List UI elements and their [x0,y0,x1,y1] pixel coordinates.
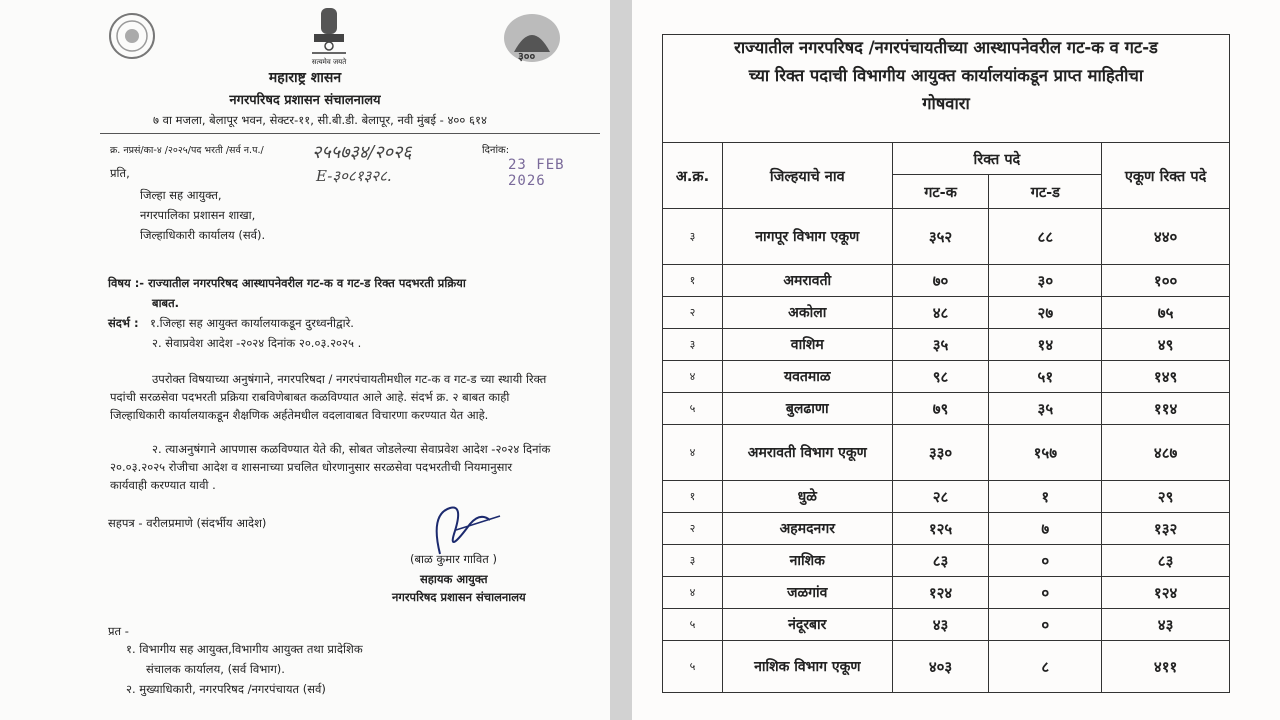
para2-line2: २०.०३.२०२५ रोजीचा आदेश व शासनाच्या प्रचलित धोरणानुसार सरळसेवा पदभरतीची नियमानुसार [110,460,513,474]
directorate-seal-icon [108,12,156,60]
national-emblem-icon [302,2,356,64]
cell-total: ७५ [1102,297,1230,329]
cell-group-c: ३५२ [892,209,989,265]
cell-total: १३२ [1102,513,1230,545]
cell-group-c: २८ [892,481,989,513]
para1-line2: पदांची सरळसेवा पदभरती प्रक्रिया राबविणेबाबत कळविण्यात आले आहे. संदर्भ क्र. २ बाबत काही [110,390,510,404]
cell-district: धुळे [722,481,892,513]
letter-dept-name: नगरपरिषद प्रशासन संचालनालय [229,93,381,108]
cell-group-d: ८ [989,641,1102,693]
cell-sr: ३ [663,545,723,577]
cell-group-d: १ [989,481,1102,513]
to-line-2: नगरपालिका प्रशासन शाखा, [140,208,256,222]
cell-district: जळगांव [722,577,892,609]
cell-district: अहमदनगर [722,513,892,545]
cell-sr: ५ [663,641,723,693]
cell-total: ४११ [1102,641,1230,693]
header-group-d: गट-ड [989,175,1102,209]
table-row [663,609,1230,641]
table-title-line-1: राज्यातील नगरपरिषद /नगरपंचायतीच्या आस्थापनेवरील गट-क व गट-ड [734,38,1158,57]
table-title-line-3: गोषवारा [922,94,970,113]
header-total: एकूण रिक्त पदे [1102,143,1230,209]
table-row [663,577,1230,609]
table-row [663,361,1230,393]
table-page [632,0,1280,720]
date-label: दिनांक: [482,145,510,156]
cell-sr: ४ [663,577,723,609]
header-group-c: गट-क [892,175,989,209]
to-line-1: जिल्हा सह आयुक्त, [140,188,222,202]
emblem-motto: सत्यमेव जयते [311,58,347,66]
cell-district: अमरावती विभाग एकूण [722,425,892,481]
cell-group-d: ० [989,545,1102,577]
division-total-row [663,641,1230,693]
cell-total: ४८७ [1102,425,1230,481]
reference-handwritten: २५५७३४/२०२६ [312,142,412,163]
cell-total: १२४ [1102,577,1230,609]
signatory-office: नगरपरिषद प्रशासन संचालनालय [392,590,526,604]
cell-group-c: ३३० [892,425,989,481]
cell-group-c: ९८ [892,361,989,393]
division-total-row [663,209,1230,265]
cell-sr: २ [663,513,723,545]
svg-text:३००: ३०० [518,50,536,63]
cell-total: ११४ [1102,393,1230,425]
cell-total: २९ [1102,481,1230,513]
header-sr: अ.क्र. [663,143,723,209]
cell-sr: ३ [663,209,723,265]
cell-group-c: १२५ [892,513,989,545]
signatory-name: (बाळ कुमार गावित ) [410,552,497,566]
table-row [663,513,1230,545]
cell-total: ४४० [1102,209,1230,265]
para1-line3: जिल्हाधिकारी कार्यालयाकडून शैक्षणिक अर्हतेमधील वदलावाबत विचारणा करण्यात येत आहे. [110,408,489,422]
cell-group-d: ८८ [989,209,1102,265]
cell-district: नंदूरबार [722,609,892,641]
cell-district: बुलढाणा [722,393,892,425]
cell-district: यवतमाळ [722,361,892,393]
cell-district: नाशिक विभाग एकूण [722,641,892,693]
cell-group-c: ७० [892,265,989,297]
cell-sr: ५ [663,393,723,425]
reference-label: संदर्भ : [108,316,139,330]
cell-group-c: ४८ [892,297,989,329]
copy-label: प्रत - [108,624,129,638]
cell-total: १०० [1102,265,1230,297]
cell-total: ४९ [1102,329,1230,361]
copy-2: २. मुख्याधिकारी, नगरपरिषद /नगरपंचायत (सर्व) [126,682,326,696]
table-title-line-2: च्या रिक्त पदाची विभागीय आयुक्त कार्यालयांकडून प्राप्त माहितीचा [748,66,1144,85]
cell-total: ४३ [1102,609,1230,641]
reference-1: १.जिल्हा सह आयुक्त कार्यालयाकडून दुरध्वनीद्वारे. [150,316,354,330]
cell-sr: ४ [663,425,723,481]
reference-2: २. सेवाप्रवेश आदेश -२०२४ दिनांक २०.०३.२०२५ . [152,336,362,350]
cell-group-d: ३५ [989,393,1102,425]
cell-district: अकोला [722,297,892,329]
page-gutter [610,0,632,720]
cell-group-c: ४३ [892,609,989,641]
cell-sr: २ [663,297,723,329]
cell-group-d: ० [989,609,1102,641]
letter-page [0,0,610,720]
cell-group-d: १५७ [989,425,1102,481]
letter-address: ७ वा मजला, बेलापूर भवन, सेक्टर-११, सी.बी.डी. बेलापूर, नवी मुंबई - ४०० ६१४ [153,113,487,127]
table-body [663,209,1230,693]
title-box [662,34,1230,142]
vacancy-table [662,142,1230,693]
header-vacant: रिक्त पदे [892,143,1102,175]
cell-group-d: ५१ [989,361,1102,393]
table-row [663,393,1230,425]
cell-district: नागपूर विभाग एकूण [722,209,892,265]
cell-sr: १ [663,265,723,297]
para2-line1: २. त्याअनुषंगाने आपणास कळविण्यात येते की, सोबत जोडलेल्या सेवाप्रवेश आदेश -२०२४ दिनांक [152,442,551,456]
cell-group-c: ८३ [892,545,989,577]
reference-number: क्र. नप्रसं/का-४ /२०२५/पद भरती /सर्व न.प./ [110,145,264,156]
para1-line1: उपरोक्त विषयाच्या अनुषंगाने, नगरपरिषदा / नगरपंचायतीमधील गट-क व गट-ड च्या स्थायी रिक्त [152,372,547,386]
cell-group-d: १४ [989,329,1102,361]
cell-total: ८३ [1102,545,1230,577]
table-row [663,545,1230,577]
letterhead-divider [100,133,600,134]
header-row-1 [663,143,1230,175]
table-row [663,481,1230,513]
table-row [663,329,1230,361]
table-row [663,265,1230,297]
cell-district: अमरावती [722,265,892,297]
division-total-row [663,425,1230,481]
date-stamp: 23 FEB 2026 [508,157,565,189]
cell-group-d: ३० [989,265,1102,297]
copy-1b: संचालक कार्यालय, (सर्व विभाग). [146,662,285,676]
cell-total: १४९ [1102,361,1230,393]
para2-line3: कार्यवाही करण्यात यावी . [110,478,216,492]
cell-group-c: ३५ [892,329,989,361]
to-line-3: जिल्हाधिकारी कार्यालय (सर्व). [140,228,266,242]
signatory-title: सहायक आयुक्त [420,572,488,586]
cell-group-c: ७९ [892,393,989,425]
subject-line: विषय :- राज्यातील नगरपरिषद आस्थापनेवरील गट-क व गट-ड रिक्त पदभरती प्रक्रिया [108,276,466,290]
cell-sr: ५ [663,609,723,641]
cell-sr: ४ [663,361,723,393]
header-district: जिल्हयाचे नाव [722,143,892,209]
cell-sr: ३ [663,329,723,361]
cell-district: नाशिक [722,545,892,577]
cell-group-d: २७ [989,297,1102,329]
cell-group-d: ७ [989,513,1102,545]
anniversary-logo-icon [500,8,564,64]
reference-handwritten-2: E-३०८१३२८. [316,167,392,185]
cell-sr: १ [663,481,723,513]
table-row [663,297,1230,329]
letter-govt-name: महाराष्ट्र शासन [268,70,342,86]
to-label: प्रति, [110,166,130,180]
cell-group-c: १२४ [892,577,989,609]
enclosure-line: सहपत्र - वरीलप्रमाणे (संदर्भीय आदेश) [108,516,267,530]
copy-1: १. विभागीय सह आयुक्त,विभागीय आयुक्त तथा प्रादेशिक [126,642,363,656]
cell-district: वाशिम [722,329,892,361]
subject-line-2: बाबत. [152,296,180,310]
cell-group-c: ४०३ [892,641,989,693]
cell-group-d: ० [989,577,1102,609]
